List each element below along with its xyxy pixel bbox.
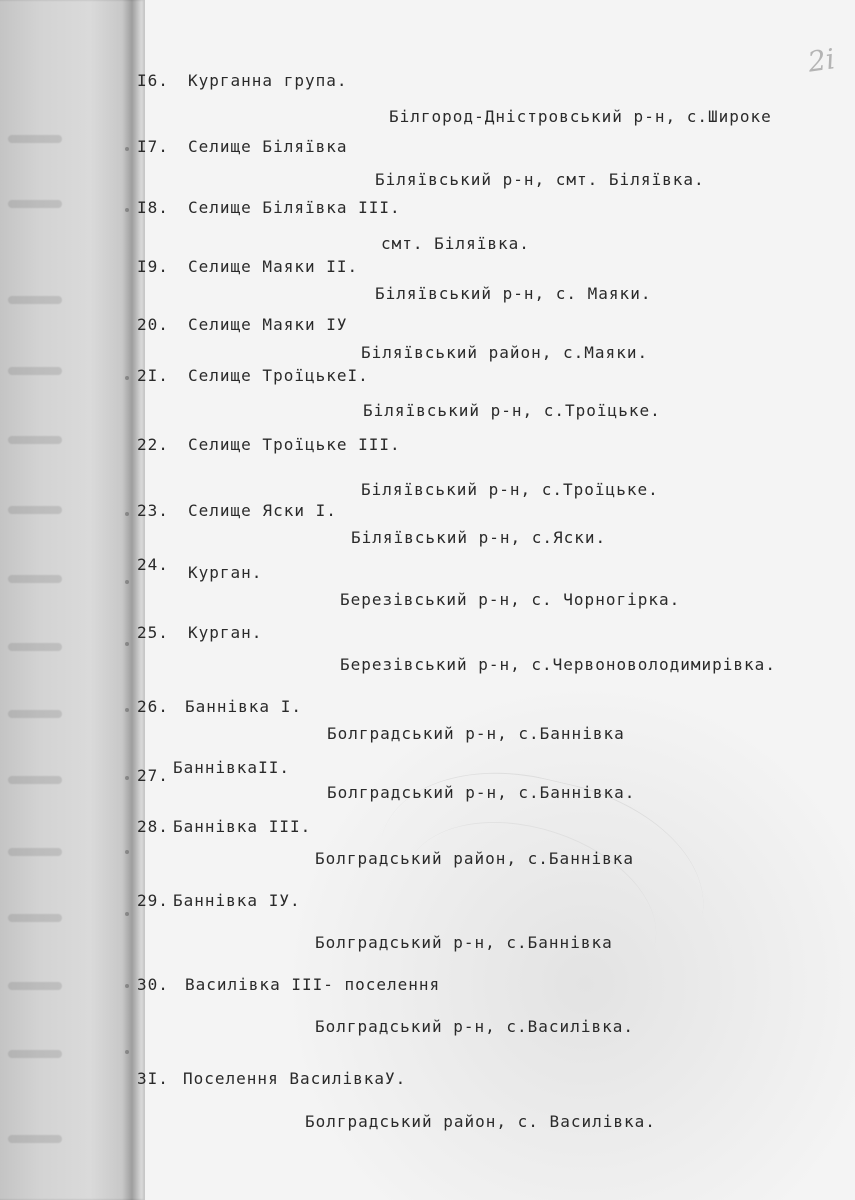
left-dot [125,376,129,380]
entry-location: Біляївський р-н, с.Яски. [351,528,607,547]
entry-location: Березівський р-н, с.Червоноволодимирівка. [340,655,776,674]
entry-location: Біляївський р-н, смт. Біляївка. [375,170,705,189]
underlay-mark [8,848,62,856]
entry-title: Селище ТроїцькеI. [188,366,369,385]
entry-number: 24. [137,555,169,574]
entry-number: 22. [137,435,169,454]
entry-location: Білгород-Дністровський р-н, с.Широке [389,107,772,126]
entry-title: Баннівка III. [173,817,312,836]
underlay-mark [8,776,62,784]
left-dot [125,512,129,516]
entry-number: 3I. [137,1069,169,1088]
entry-location: Болградський р-н, с.Баннівка [327,724,625,743]
entry-title: Баннівка I. [185,697,302,716]
underlay-mark [8,367,62,375]
left-dot [125,1050,129,1054]
left-margin-underlay [0,0,145,1200]
entry-number: 2I. [137,366,169,385]
underlay-mark [8,982,62,990]
entry-number: 20. [137,315,169,334]
entry-title: Баннівка IУ. [173,891,301,910]
entry-title: Курганна група. [188,71,348,90]
underlay-mark [8,135,62,143]
underlay-mark [8,575,62,583]
left-dot [125,147,129,151]
entry-number: I8. [137,198,169,217]
underlay-mark [8,296,62,304]
entry-number: I7. [137,137,169,156]
entry-number: 25. [137,623,169,642]
page-corner-mark: 2i [806,42,838,79]
left-dot [125,642,129,646]
left-dot [125,776,129,780]
entry-number: 29. [137,891,169,910]
left-dot [125,912,129,916]
entry-title: Селище Маяки IУ [188,315,348,334]
entry-location: Березівський р-н, с. Чорногірка. [340,590,681,609]
underlay-mark [8,1050,62,1058]
document-page [137,0,855,1200]
entry-title: БаннівкаII. [173,758,290,777]
entry-title: Курган. [188,623,263,642]
entry-number: 27. [137,766,169,785]
underlay-mark [8,643,62,651]
entry-location: Болградський район, с.Баннівка [315,849,634,868]
left-dot [125,580,129,584]
underlay-mark [8,200,62,208]
entry-number: 30. [137,975,169,994]
entry-location: Болградський р-н, с.Баннівка. [327,783,636,802]
entry-title: Поселення ВасилівкаУ. [183,1069,407,1088]
entry-number: 28. [137,817,169,836]
left-dot [125,850,129,854]
entry-location: смт. Біляївка. [381,234,530,253]
underlay-mark [8,1135,62,1143]
entry-location: Біляївський р-н, с.Троїцьке. [361,480,659,499]
entry-title: Селище Біляївка III. [188,198,401,217]
underlay-mark [8,914,62,922]
entry-title: Селище Троїцьке III. [188,435,401,454]
underlay-mark [8,710,62,718]
entry-title: Василівка III- поселення [185,975,441,994]
left-dot [125,708,129,712]
entry-title: Селище Яски I. [188,501,337,520]
left-dot [125,208,129,212]
entry-location: Біляївський район, с.Маяки. [361,343,649,362]
entry-title: Курган. [188,563,263,582]
entry-number: 23. [137,501,169,520]
entry-location: Біляївський р-н, с. Маяки. [375,284,652,303]
entry-number: I6. [137,71,169,90]
entry-location: Болградський район, с. Василівка. [305,1112,656,1131]
underlay-mark [8,506,62,514]
entry-location: Біляївський р-н, с.Троїцьке. [363,401,661,420]
entry-title: Селище Маяки II. [188,257,359,276]
entry-location: Болградський р-н, с.Василівка. [315,1017,634,1036]
left-dot [125,984,129,988]
underlay-mark [8,436,62,444]
entry-title: Селище Біляївка [188,137,348,156]
entry-location: Болградський р-н, с.Баннівка [315,933,613,952]
entry-number: 26. [137,697,169,716]
entry-number: I9. [137,257,169,276]
